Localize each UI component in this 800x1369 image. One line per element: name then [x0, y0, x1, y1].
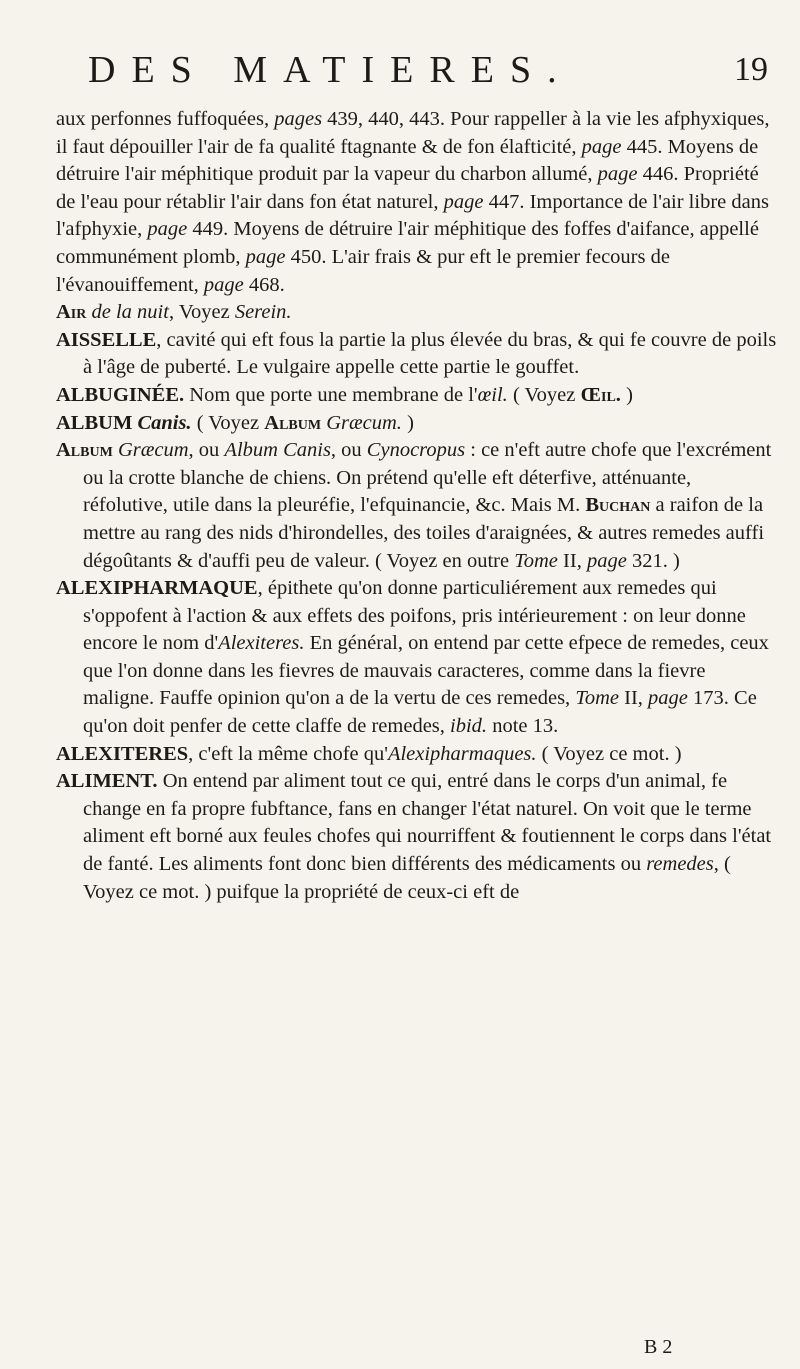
- entry-headword-italic: Canis.: [132, 411, 192, 434]
- entry-headword-italic: de la nuit: [86, 301, 169, 324]
- printer-signature: B 2: [644, 1336, 673, 1358]
- entry-text: 445. Moyens de détruire l'air méphitique produit par la vapeur du charbon allumé,: [56, 135, 759, 186]
- entry-text: , ( Voyez ce mot. ) puifque la propriété de ceux-ci eft de: [83, 853, 731, 903]
- index-entry-album-canis: [56, 410, 780, 438]
- entry-text: , c'eft la même chofe qu': [188, 742, 388, 765]
- entry-text: , Voyez: [168, 301, 235, 324]
- page-ref: Tome: [514, 549, 558, 572]
- entry-text: 468.: [243, 273, 285, 296]
- page-header: [0, 40, 800, 100]
- page-ref: page: [648, 687, 688, 710]
- entry-text: 447. Importance de l'air libre dans l'afphyxie,: [56, 190, 769, 241]
- page-ref: page: [581, 135, 622, 158]
- entry-text: , épithete qu'on donne particuliérement aux remedes qui s'oppofent à l'action & aux effets des poifons, pris intérieurement : on leur donne encore le nom d': [83, 577, 746, 655]
- cross-ref-smallcaps: Album: [264, 411, 322, 434]
- page-ref: page: [586, 549, 627, 572]
- page-ref: page: [597, 163, 638, 186]
- index-entry-albuginee: [56, 382, 780, 410]
- cross-ref: Album Canis: [224, 439, 331, 462]
- page-ref: Tome: [575, 687, 619, 710]
- page-ref: page: [147, 218, 188, 241]
- index-entry-aisselle: [56, 327, 780, 382]
- page-ref: page: [245, 245, 286, 268]
- index-entry-aliment: [56, 768, 780, 906]
- entry-headword-italic: Græcum: [112, 439, 189, 462]
- cross-ref: Græcum.: [321, 411, 402, 434]
- entry-text: II,: [619, 687, 649, 710]
- entry-text: En général, on entend par cette efpece de remedes, ceux que l'on donne dans les fievres de mauvais caracteres, comme dans la fievre maligne. Fauffe opinion qu'on a de la vertu de ces remedes,: [83, 632, 769, 710]
- page-ref: page: [203, 273, 244, 296]
- entry-text: ( Voyez ce mot. ): [536, 742, 682, 765]
- index-entry-air-de-la-nuit: [56, 299, 780, 327]
- entry-text: , cavité qui eft fous la partie la plus élevée du bras, & qui fe couvre de poils à l'âge de puberté. Le vulgaire appelle cette partie le gouffet.: [83, 328, 777, 379]
- page-ref: page: [443, 190, 484, 213]
- entry-text: 446. Propriété de l'eau pour rétablir l'air dans fon état naturel,: [56, 163, 759, 213]
- entry-headword: ALEXIPHARMAQUE: [56, 577, 258, 600]
- cross-ref: œil.: [477, 383, 508, 406]
- index-entry-alexipharmaque: [56, 575, 780, 741]
- running-title: DES MATIERES.: [88, 49, 573, 91]
- cross-ref: Alexipharmaques.: [387, 742, 537, 765]
- author-name: Buchan: [585, 494, 651, 517]
- entry-headword: AISSELLE: [56, 328, 157, 351]
- cross-ref: Cynocropus: [366, 439, 466, 462]
- cross-ref: remedes: [646, 853, 714, 876]
- page-ref: pages: [274, 108, 323, 130]
- entry-text: ( Voyez: [507, 383, 581, 406]
- index-entry-air-continued: [56, 106, 780, 299]
- entry-text: ( Voyez: [191, 411, 265, 434]
- entry-text: 450. L'air frais & pur eft le premier fecours de l'évanouiffement,: [56, 245, 670, 296]
- index-entry-alexiteres: [56, 741, 780, 769]
- entry-text: , ou: [330, 439, 367, 462]
- entry-text: 173. Ce qu'on doit penfer de cette claffe de remedes,: [83, 687, 757, 738]
- entry-text: ): [401, 411, 414, 434]
- cross-ref: Serein.: [234, 301, 292, 324]
- entry-text: 449. Moyens de détruire l'air méphitique des foffes d'aifance, appellé communément plomb,: [56, 218, 759, 268]
- entry-text: note 13.: [487, 715, 559, 738]
- entry-headword: ALEXITERES: [56, 742, 189, 765]
- entry-headword: Album: [56, 439, 113, 462]
- entry-text: : ce n'eft autre chofe que l'excrément ou la crotte blanche de chiens. On prétend qu'elle eft déterfive, atténuante, réfolutive, utile dans la pleuréfie, l'efquinancie, &c. Mais M.: [83, 439, 772, 517]
- entry-headword: ALBUGINÉE.: [56, 383, 185, 406]
- entry-headword: Air: [56, 301, 87, 324]
- entry-text: 321. ): [626, 549, 680, 572]
- page-ref: ibid.: [450, 715, 488, 738]
- entry-text: 439, 440, 443. Pour rappeller à la vie les afphyxiques, il faut dépouiller l'air de fa qualité ftagnante & de fon élafticité,: [56, 108, 770, 158]
- entry-headword: ALBUM: [56, 411, 133, 434]
- index-body: [56, 106, 780, 906]
- entry-text: a raifon de la mettre au rang des nids d'hirondelles, des toiles d'araignées, & autres remedes auffi dégoûtants & d'auffi peu de valeur. ( Voyez en outre: [83, 494, 765, 572]
- entry-text: , ou: [188, 439, 225, 462]
- cross-ref-smallcaps: Œil.: [580, 383, 621, 406]
- entry-headword: ALIMENT.: [56, 770, 158, 793]
- entry-text: On entend par aliment tout ce qui, entré dans le corps d'un animal, fe change en fa propre fubftance, fans en changer l'état naturel. On voit que le terme aliment eft borné aux feules chofes qui nourriffent & foutiennent le corps dans l'état de fanté. Les aliments font donc bien différents des médicaments ou: [83, 770, 772, 876]
- entry-text: aux perfonnes fuffoquées,: [56, 108, 275, 130]
- index-entry-album-graecum: [56, 437, 780, 575]
- entry-text: Nom que porte une membrane de l': [184, 383, 478, 406]
- page-number: 19: [734, 51, 768, 88]
- entry-text: ): [620, 383, 633, 406]
- cross-ref: Alexiteres.: [218, 632, 305, 655]
- entry-text: II,: [557, 549, 587, 572]
